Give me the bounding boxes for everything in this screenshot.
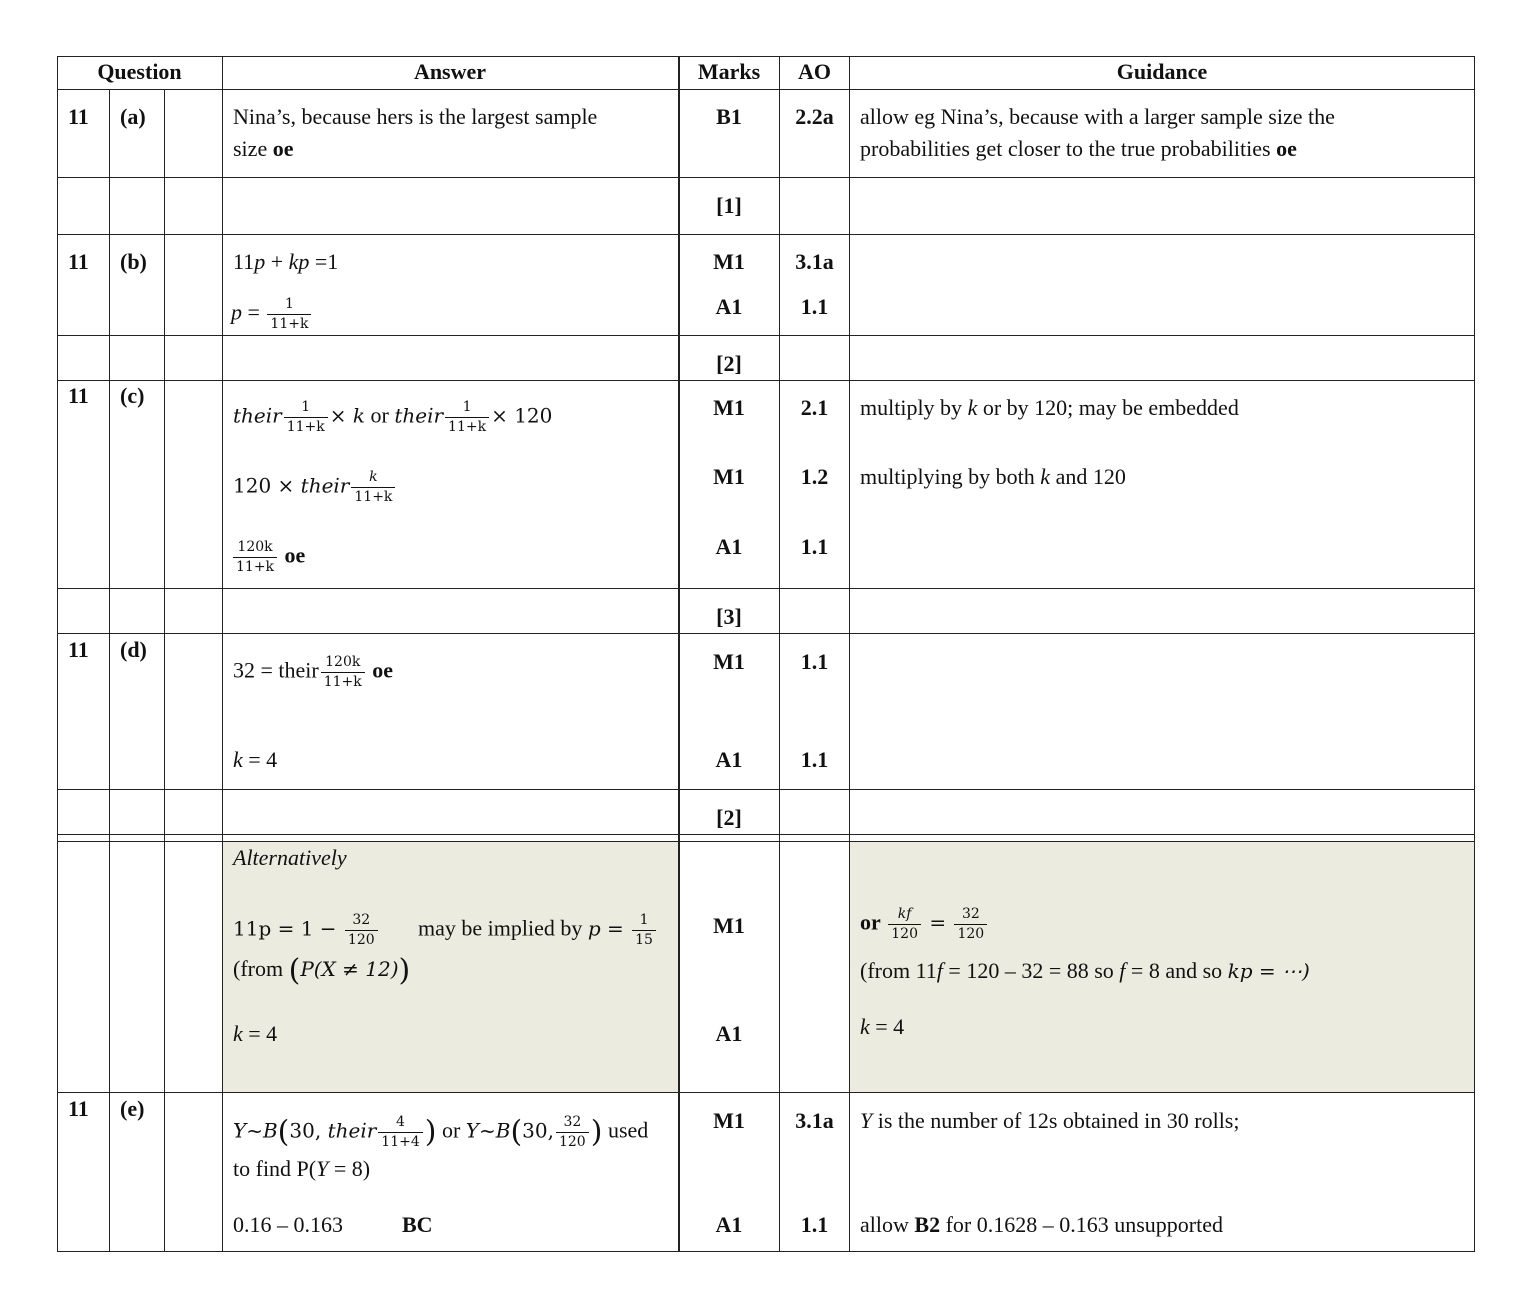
grid-line (57, 380, 1475, 381)
header-marks: Marks (697, 59, 761, 84)
guidance-line: (from 11f = 120 – 32 = 88 so f = 8 and so kp = ⋯) (860, 958, 1310, 983)
header-guidance: Guidance (1116, 59, 1208, 84)
question-number: 11 (68, 104, 89, 129)
ao: 1.1 (800, 294, 829, 319)
answer-line: 120 × their $\frac{k}{11+k}$ (233, 470, 397, 505)
ao: 3.1a (795, 1108, 834, 1133)
header-answer: Answer (413, 59, 487, 84)
answer-line: 11p + kp =1 (233, 249, 339, 274)
question-part: (b) (120, 249, 147, 274)
alternative-title: Alternatively (233, 845, 347, 870)
grid-line (164, 89, 165, 1252)
grid-line (57, 1092, 1475, 1093)
fraction: $\frac{k}{11+k}$ (351, 470, 395, 505)
question-part: (d) (120, 637, 147, 662)
grid-line (57, 834, 1475, 835)
fraction: $\frac{1}{15}$ (632, 913, 656, 948)
mark: A1 (715, 1021, 743, 1046)
grid-line (1474, 56, 1475, 1252)
answer-bc: BC (402, 1212, 433, 1237)
grid-line (57, 789, 1475, 790)
grid-line (57, 588, 1475, 589)
fraction: $\frac{32}{120}$ (556, 1115, 589, 1150)
grid-line (57, 177, 1475, 178)
guidance-line: allow eg Nina’s, because with a larger sample size the (860, 104, 1335, 129)
fraction: $\frac{kf}{120}$ (888, 907, 921, 942)
fraction: $\frac{1}{11+k}$ (445, 400, 489, 435)
answer-line: Y~B(30, their $\frac{4}{11+4}$ ) or Y~B(30, $\frac{32}{120}$ ) used (233, 1114, 649, 1150)
answer-line: 11p = 1 − $\frac{32}{120}$ (233, 913, 380, 948)
grid-line (222, 56, 223, 1252)
fraction: $\frac{120k}{11+k}$ (321, 655, 365, 690)
header-ao: AO (798, 59, 831, 84)
answer-line: (from (P(X ≠ 12)) (233, 952, 411, 988)
mark: M1 (713, 649, 745, 674)
answer-line: size oe (233, 136, 294, 161)
ao: 1.1 (800, 649, 829, 674)
grid-line (57, 56, 58, 1252)
mark: B1 (716, 104, 742, 129)
grid-line (57, 1251, 1475, 1252)
mark: M1 (713, 249, 745, 274)
ao: 1.2 (800, 464, 829, 489)
grid-line (57, 633, 1475, 634)
question-part: (a) (120, 104, 146, 129)
question-part: (e) (120, 1096, 145, 1121)
fraction: $\frac{120k}{11+k}$ (233, 540, 277, 575)
mark: A1 (715, 747, 743, 772)
answer-line: Nina’s, because hers is the largest sample (233, 104, 598, 129)
mark: M1 (713, 913, 745, 938)
ao: 2.2a (795, 104, 834, 129)
grid-line (57, 335, 1475, 336)
total-marks: [1] (716, 193, 742, 218)
question-part: (c) (120, 383, 145, 408)
guidance-line: Y is the number of 12s obtained in 30 rolls; (860, 1108, 1240, 1133)
header-question: Question (97, 59, 182, 84)
answer-line: $\frac{120k}{11+k}$ oe (231, 540, 305, 575)
answer-line: to find P(Y = 8) (233, 1156, 371, 1181)
total-marks: [2] (716, 805, 742, 830)
guidance-line: k = 4 (860, 1014, 905, 1039)
guidance-line: multiply by k or by 120; may be embedded (860, 395, 1239, 420)
answer-line: their $\frac{1}{11+k}$ × k or their $\frac{1}{11+k}$ × 120 (233, 399, 553, 435)
guidance-line: or $\frac{kf}{120}$ = $\frac{32}{120}$ (860, 907, 989, 942)
fraction: $\frac{1}{11+k}$ (284, 400, 328, 435)
grid-line (57, 56, 1475, 57)
answer-note: may be implied by p = $\frac{1}{15}$ (418, 913, 658, 948)
question-number: 11 (68, 637, 89, 662)
fraction: $\frac{1}{11+k}$ (267, 297, 311, 332)
question-number: 11 (68, 383, 89, 408)
guidance-line: probabilities get closer to the true probabilities oe (860, 136, 1297, 161)
total-marks: [3] (716, 604, 742, 629)
fraction: $\frac{32}{120}$ (954, 907, 987, 942)
mark: M1 (713, 464, 745, 489)
ao: 3.1a (795, 249, 834, 274)
answer-line: 0.16 – 0.163 (233, 1212, 343, 1237)
grid-line (57, 89, 1475, 90)
answer-line: 32 = their $\frac{120k}{11+k}$ oe (233, 654, 394, 690)
fraction: $\frac{4}{11+4}$ (378, 1115, 422, 1150)
mark: M1 (713, 1108, 745, 1133)
fraction: $\frac{32}{120}$ (345, 913, 378, 948)
answer-line: k = 4 (233, 747, 278, 772)
ao: 1.1 (800, 1212, 829, 1237)
ao: 2.1 (800, 395, 829, 420)
mark: A1 (715, 294, 743, 319)
question-number: 11 (68, 249, 89, 274)
guidance-line: allow B2 for 0.1628 – 0.163 unsupported (860, 1212, 1223, 1237)
mark: A1 (715, 1212, 743, 1237)
mark: M1 (713, 395, 745, 420)
grid-line (57, 841, 1475, 842)
ao: 1.1 (800, 534, 829, 559)
grid-line (849, 56, 850, 1252)
question-number: 11 (68, 1096, 89, 1121)
total-marks: [2] (716, 351, 742, 376)
grid-line (57, 234, 1475, 235)
grid-line (109, 89, 110, 1252)
mark: A1 (715, 534, 743, 559)
ao: 1.1 (800, 747, 829, 772)
answer-line: p = $\frac{1}{11+k}$ (231, 297, 313, 332)
guidance-line: multiplying by both k and 120 (860, 464, 1126, 489)
answer-line: k = 4 (233, 1021, 278, 1046)
